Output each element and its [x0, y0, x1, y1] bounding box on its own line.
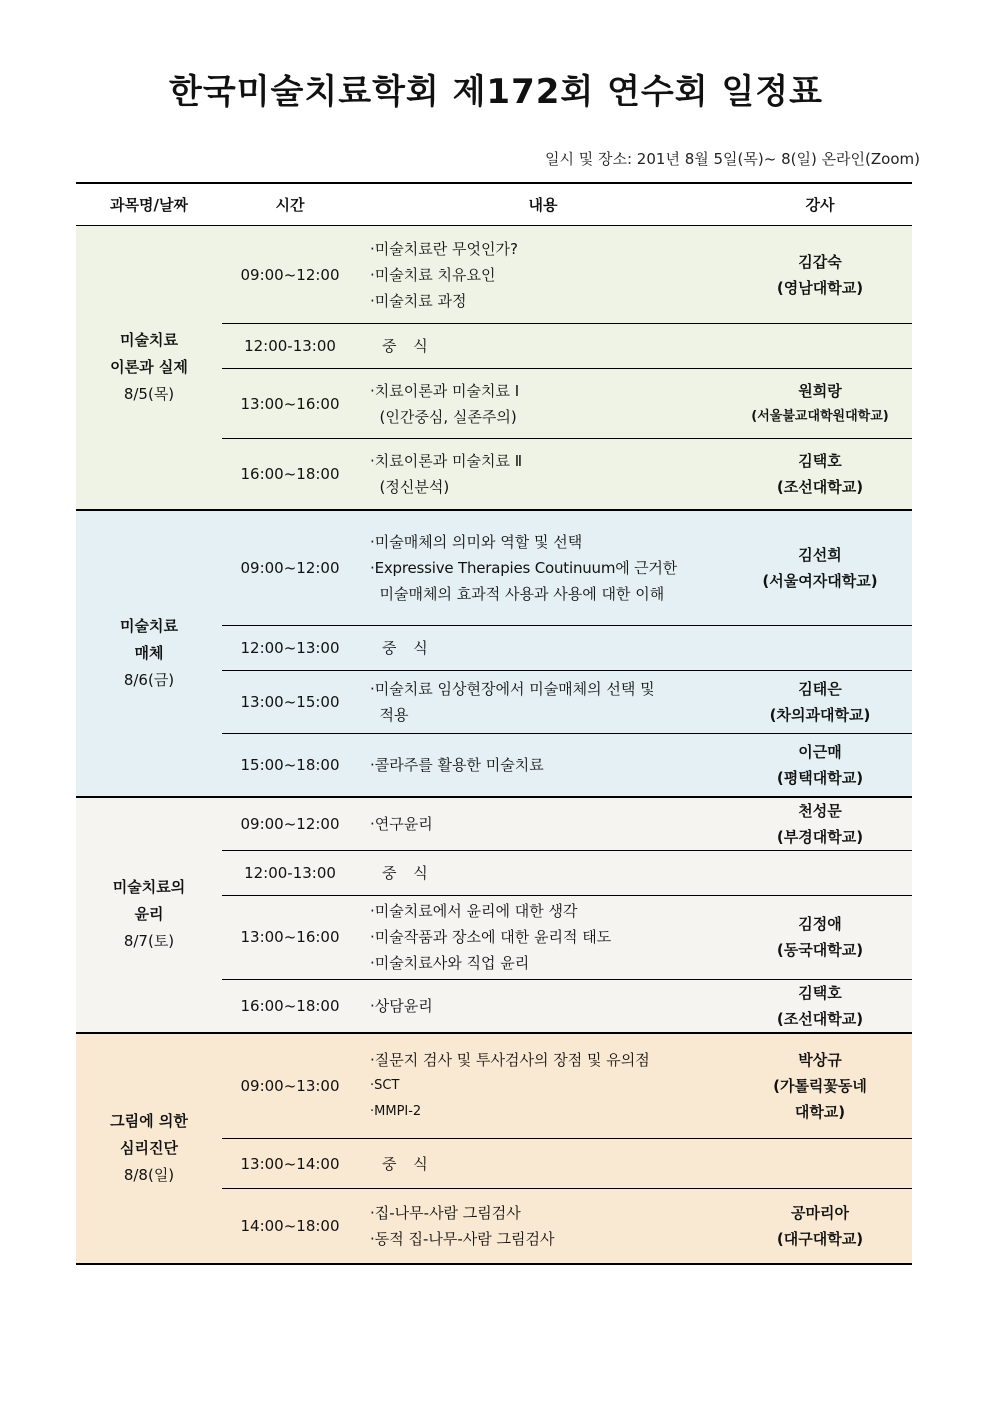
- instructor-name: 이근매: [798, 742, 842, 761]
- content-cell: [358, 369, 728, 439]
- table-row: [76, 226, 912, 324]
- time-cell: 15:00~18:00: [222, 734, 358, 797]
- time-cell: 13:00~16:00: [222, 369, 358, 439]
- time-cell: 09:00~12:00: [222, 510, 358, 626]
- subject-date: 8/5(목): [123, 384, 175, 403]
- content-cell: [358, 734, 728, 797]
- header-time: 시간: [222, 183, 358, 226]
- table-row: [76, 510, 912, 626]
- instructor-name: 김택호: [798, 983, 842, 1002]
- time-cell: 13:00~14:00: [222, 1139, 358, 1189]
- instructor-cell: [728, 439, 912, 510]
- instructor-cell: [728, 1189, 912, 1264]
- content-item: ·SCT: [370, 1077, 400, 1093]
- content-item: 적용: [370, 706, 409, 724]
- instructor-name: 김선희: [798, 545, 842, 564]
- instructor-org: (동국대학교): [776, 941, 864, 959]
- content-item: ·치료이론과 미술치료 Ⅱ: [370, 451, 523, 470]
- table-row: [76, 1033, 912, 1139]
- content-item: ·연구윤리: [370, 814, 433, 833]
- instructor-cell: [728, 671, 912, 734]
- subject-name: 이론과 실제: [110, 357, 188, 376]
- content-item: ·집-나무-사람 그림검사: [370, 1203, 521, 1222]
- instructor-org: (조선대학교): [776, 477, 864, 496]
- subject-date: 8/7(토): [123, 932, 175, 950]
- content-item: (인간중심, 실존주의): [370, 407, 517, 426]
- time-cell: 09:00~13:00: [222, 1033, 358, 1139]
- time-cell: 12:00-13:00: [222, 850, 358, 895]
- content-item: ·질문지 검사 및 투사검사의 장점 및 유의점: [370, 1050, 650, 1069]
- instructor-name: 천성문: [798, 801, 842, 820]
- instructor-org: (영남대학교): [776, 278, 864, 297]
- time-cell: 16:00~18:00: [222, 979, 358, 1033]
- content-cell: [358, 439, 728, 510]
- content-item: ·미술매체의 의미와 역할 및 선택: [370, 532, 583, 551]
- time-cell: 13:00~15:00: [222, 671, 358, 734]
- instructor-org: (차의과대학교): [769, 706, 871, 724]
- instructor-org: (서울여자대학교): [762, 571, 878, 590]
- content-item: ·Expressive Therapies Coutinuum에 근거한: [370, 558, 678, 577]
- instructor-cell: [728, 895, 912, 979]
- header-subject: 과목명/날짜: [76, 183, 222, 226]
- instructor-org: (가톨릭꽃동네: [773, 1076, 867, 1095]
- subject-cell: [76, 226, 222, 510]
- subject-name: 매체: [134, 643, 164, 662]
- page-title: 한국미술치료학회 제172회 연수회 일정표: [169, 72, 823, 112]
- instructor-cell: [728, 850, 912, 895]
- instructor-org: (서울불교대학원대학교): [751, 408, 889, 424]
- date-location-info: 일시 및 장소: 201년 8월 5일(목)~ 8(일) 온라인(Zoom): [545, 150, 920, 168]
- content-item: ·미술작품과 장소에 대한 윤리적 태도: [370, 928, 612, 946]
- time-cell: 16:00~18:00: [222, 439, 358, 510]
- content-cell: [358, 1033, 728, 1139]
- instructor-name: 김택호: [798, 451, 842, 470]
- subject-name: 미술치료: [120, 616, 178, 635]
- subject-name: 윤리: [134, 905, 164, 923]
- table-header-row: [76, 183, 912, 226]
- instructor-cell: [728, 626, 912, 671]
- content-item: (정신분석): [370, 477, 450, 496]
- instructor-name: 김정애: [798, 915, 842, 933]
- content-item: 미술매체의 효과적 사용과 사용에 대한 이해: [370, 584, 665, 603]
- subject-name: 미술치료의: [112, 878, 186, 896]
- content-item: ·치료이론과 미술치료 I: [370, 381, 520, 400]
- instructor-cell: [728, 324, 912, 369]
- lunch-cell: 중 식: [358, 324, 728, 369]
- content-item: ·미술치료 임상현장에서 미술매체의 선택 및: [370, 680, 655, 698]
- instructor-cell: [728, 979, 912, 1033]
- instructor-cell: [728, 797, 912, 851]
- time-cell: 14:00~18:00: [222, 1189, 358, 1264]
- content-cell: [358, 895, 728, 979]
- time-cell: 12:00-13:00: [222, 324, 358, 369]
- lunch-cell: 중 식: [358, 1139, 728, 1189]
- header-content: 내용: [358, 183, 728, 226]
- instructor-org: 대학교): [794, 1102, 846, 1121]
- content-cell: [358, 671, 728, 734]
- instructor-cell: [728, 226, 912, 324]
- lunch-cell: 중 식: [358, 850, 728, 895]
- time-cell: 09:00~12:00: [222, 226, 358, 324]
- content-item: ·콜라주를 활용한 미술치료: [370, 755, 544, 774]
- instructor-org: (조선대학교): [776, 1009, 864, 1028]
- instructor-cell: [728, 510, 912, 626]
- subject-date: 8/6(금): [123, 670, 175, 689]
- content-item: ·동적 집-나무-사람 그림검사: [370, 1229, 555, 1248]
- time-cell: 09:00~12:00: [222, 797, 358, 851]
- table-row: [76, 797, 912, 851]
- instructor-name: 김갑숙: [798, 252, 842, 271]
- instructor-cell: [728, 1139, 912, 1189]
- subject-name: 심리진단: [120, 1138, 178, 1157]
- instructor-org: (평택대학교): [776, 768, 864, 787]
- content-item: ·미술치료사와 직업 윤리: [370, 954, 530, 972]
- content-item: ·미술치료 치유요인: [370, 265, 496, 284]
- content-cell: [358, 510, 728, 626]
- instructor-name: 공마리아: [791, 1203, 849, 1222]
- content-item: ·미술치료란 무엇인가?: [370, 239, 518, 258]
- subject-date: 8/8(일): [123, 1165, 175, 1184]
- header-instructor: 강사: [728, 183, 912, 226]
- content-cell: [358, 226, 728, 324]
- subject-name: 그림에 의한: [110, 1111, 188, 1130]
- instructor-name: 박상규: [798, 1050, 842, 1069]
- content-cell: [358, 797, 728, 851]
- content-item: ·상담윤리: [370, 996, 433, 1015]
- instructor-org: (부경대학교): [776, 827, 864, 846]
- subject-cell: [76, 797, 222, 1033]
- subject-cell: [76, 1033, 222, 1264]
- time-cell: 12:00~13:00: [222, 626, 358, 671]
- instructor-org: (대구대학교): [776, 1229, 864, 1248]
- schedule-table: [76, 182, 912, 1265]
- instructor-name: 원희랑: [798, 381, 842, 400]
- content-item: ·MMPI-2: [370, 1103, 422, 1119]
- content-cell: [358, 979, 728, 1033]
- content-cell: [358, 1189, 728, 1264]
- instructor-cell: [728, 1033, 912, 1139]
- content-item: ·미술치료에서 윤리에 대한 생각: [370, 902, 578, 920]
- time-cell: 13:00~16:00: [222, 895, 358, 979]
- instructor-cell: [728, 734, 912, 797]
- instructor-cell: [728, 369, 912, 439]
- instructor-name: 김태은: [798, 680, 842, 698]
- content-item: ·미술치료 과정: [370, 291, 467, 310]
- subject-name: 미술치료: [120, 330, 178, 349]
- lunch-cell: 중 식: [358, 626, 728, 671]
- subject-cell: [76, 510, 222, 797]
